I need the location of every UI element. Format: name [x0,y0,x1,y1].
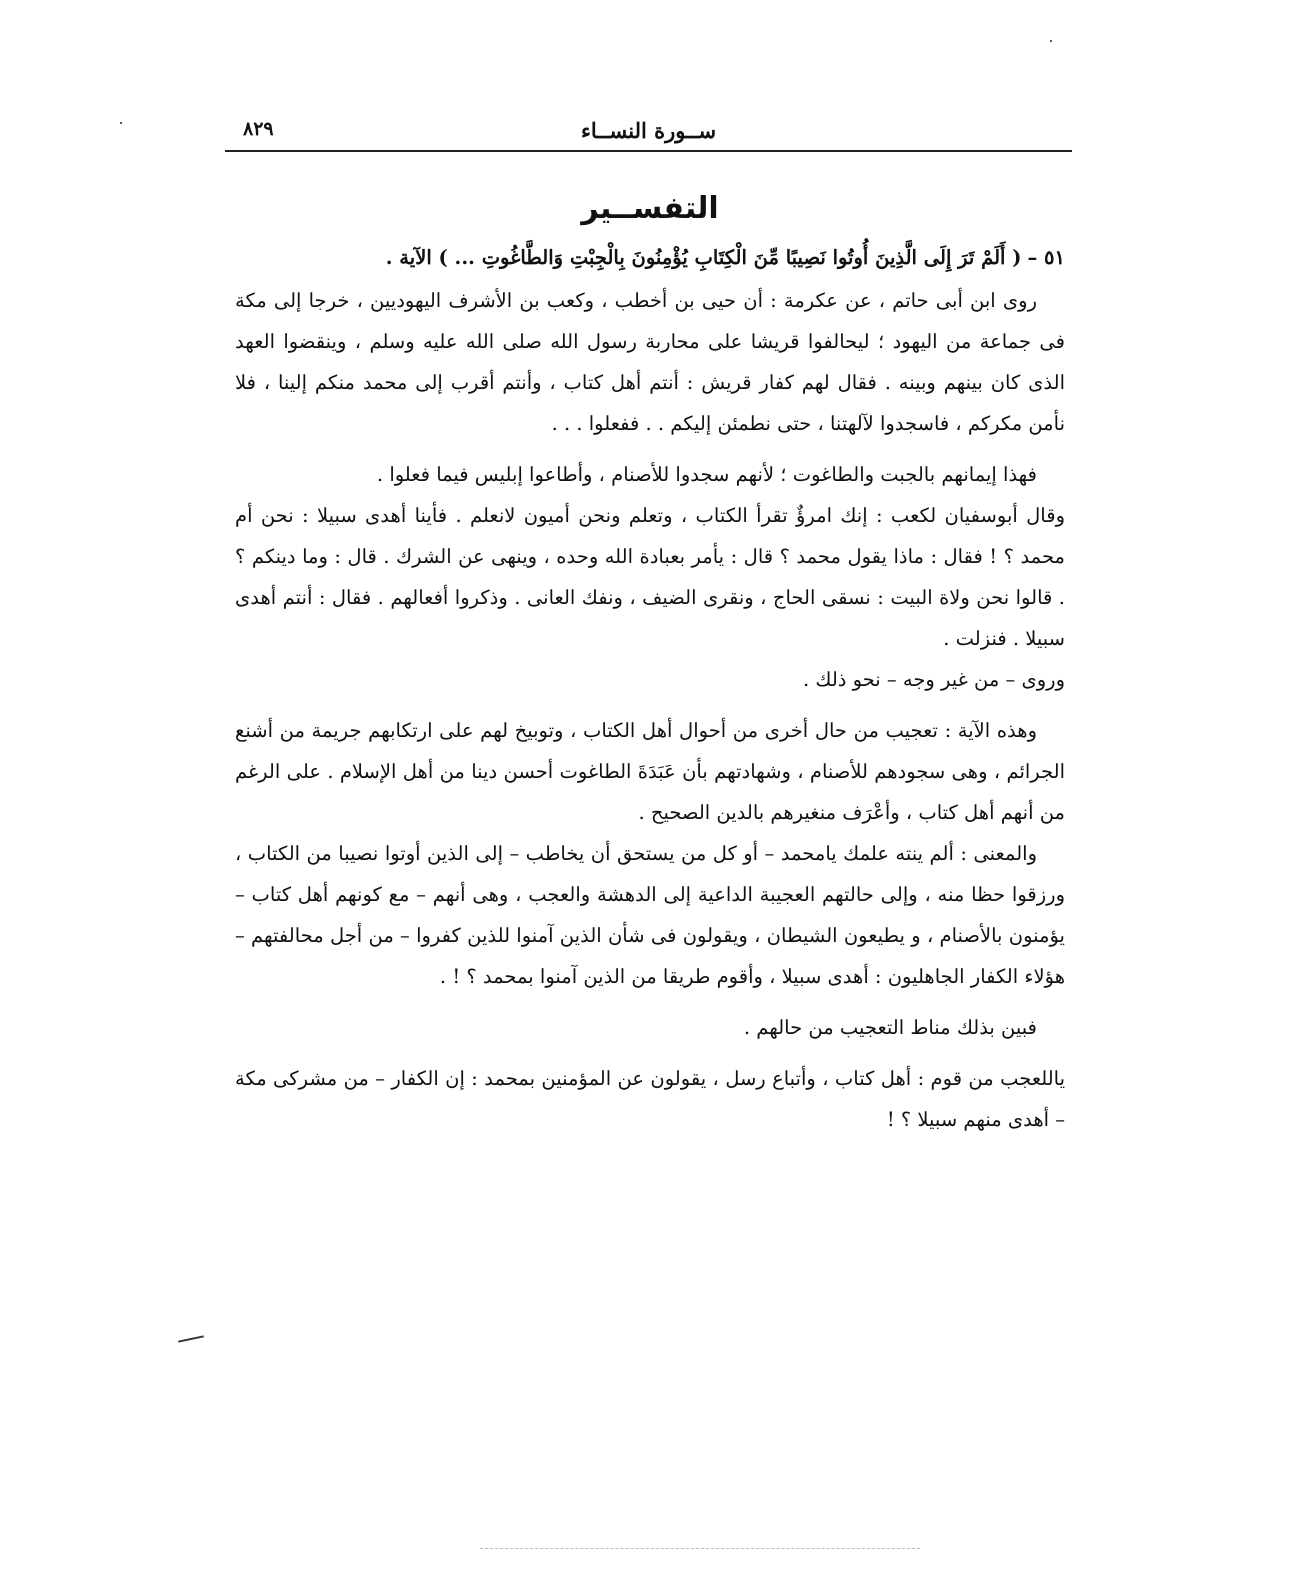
section-heading: التفســير [581,191,719,226]
verse-number: ٥١ – [1027,246,1065,269]
scan-speck [1050,40,1052,42]
paragraph-exclamation: ياللعجب من قوم : أهل كتاب ، وأتباع رسل ، يقولون عن المؤمنين بمحمد : إن الكفار – من مشركى مكة – أهدى منهم سبيلا ؟ ! [235,1067,1065,1131]
paragraph-verse-explanation: وهذه الآية : تعجيب من حال أخرى من أحوال أهل الكتاب ، وتوبيخ لهم على ارتكابهم جريمة من أشنع الجرائم ، وهى سجودهم للأصنام ، وشهادتهم بأن عَبَدَةَ الطاغوت أحسن دينا من أهل الإسلام . على الرغم من أنهم أهل كتاب ، وأعْرَف منغيرهم بالدين الصحيح . [235,719,1065,824]
page-header [225,112,1072,152]
scan-speck [120,122,122,124]
header-rule [225,150,1072,152]
margin-mark [178,1335,204,1342]
paragraph-faith-in-idols: فهذا إيمانهم بالجبت والطاغوت ؛ لأنهم سجدوا للأصنام ، وأطاعوا إبليس فيما فعلوا . [376,463,1037,486]
page-number: ٨٢٩ [243,118,274,140]
scan-smudge [480,1548,920,1552]
paragraph-meaning: والمعنى : ألم ينته علمك يامحمد – أو كل من يستحق أن يخاطب – إلى الذين أوتوا نصيبا من الكتاب ، ورزقوا حظا منه ، وإلى حالتهم العجيبة الداعية إلى الدهشة والعجب ، وهى أنهم – مع كونهم أهل كتاب – يؤمنون بالأصنام ، و يطيعون الشيطان ، ويقولون فى شأن الذين آمنوا للذين كفروا – من أجل محالفتهم – هؤلاء الكفار الجاهليون : أهدى سبيلا ، وأقوم طريقا من الذين آمنوا بمحمد ؟ ! . [235,842,1065,988]
verse-text: ( أَلَمْ تَرَ إِلَى الَّذِينَ أُوتُوا نَصِيبًا مِّنَ الْكِتَابِ يُؤْمِنُونَ بِالْجِبْتِ وَالطَّاغُوتِ ... ) الآية . [385,246,1022,269]
running-title: ســورة النســاء [580,118,717,143]
paragraph-narration: روى ابن أبى حاتم ، عن عكرمة : أن حيى بن أخطب ، وكعب بن الأشرف اليهوديين ، خرجا إلى مكة فى جماعة من اليهود ؛ ليحالفوا قريشا على محاربة رسول الله صلى الله عليه وسلم ، وينقضوا العهد الذى كان بينهم وبينه . فقال لهم كفار قريش : أنتم أهل كتاب ، وأنتم أقرب إلى محمد منكم إلينا ، فلا نأمن مكركم ، فاسجدوا لآلهتنا ، حتى نطمئن إليكم . . ففعلوا . . . [235,289,1065,435]
page-body [235,185,1065,1140]
paragraph-point-of-wonder: فبين بذلك مناط التعجيب من حالهم . [743,1016,1037,1039]
verse-line [235,237,1065,278]
paragraph-abu-sufyan: وقال أبوسفيان لكعب : إنك امرؤٌ تقرأ الكتاب ، وتعلم ونحن أميون لانعلم . فأينا أهدى سبيلا : نحن أم محمد ؟ ! فقال : ماذا يقول محمد ؟ قال : يأمر بعبادة الله وحده ، وينهى عن الشرك . قال : وما دينكم ؟ . قالوا نحن ولاة البيت : نسقى الحاج ، ونقرى الضيف ، ونفك العانى . وذكروا أفعالهم . فقال : أنتم أهدى سبيلا . فنزلت . [235,504,1065,650]
paragraph-other-narrations: وروى – من غير وجه – نحو ذلك . [802,668,1065,691]
